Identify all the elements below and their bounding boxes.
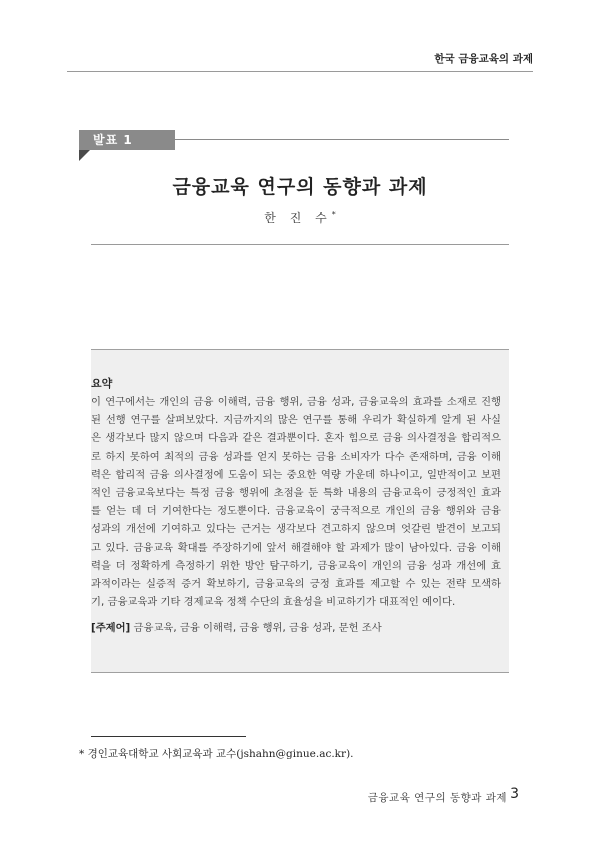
abstract-heading: 요약 xyxy=(91,377,113,390)
abstract-line: 기, 금융교육과 기타 경제교육 정책 수단의 효율성을 비교하기가 대표적인 예이다. xyxy=(91,596,456,609)
abstract-line: 성과의 개선에 기여하고 있다는 근거는 생각보다 견고하지 않으며 엇갈린 발견이 보고되 xyxy=(91,523,501,536)
title-rule xyxy=(91,244,509,245)
header-running-title: 한국 금융교육의 과제 xyxy=(434,53,533,65)
footnote: * 경인교육대학교 사회교육과 교수(jshahn@ginue.ac.kr). xyxy=(79,748,354,760)
keywords-line xyxy=(91,619,505,637)
abstract-line: 력을 더 정확하게 측정하기 위한 방안 탐구하기, 금융교육이 개인의 금융 성과 개선에 효 xyxy=(91,559,501,572)
footnote-rule xyxy=(91,736,246,737)
keywords-text: 금융교육, 금융 이해력, 금융 행위, 금융 성과, 문헌 조사 xyxy=(133,622,382,635)
page-number: 3 xyxy=(510,786,519,802)
footer-running-title: 금융교육 연구의 동향과 과제 xyxy=(367,792,507,804)
presentation-tag-rule xyxy=(175,139,509,140)
abstract-line: 은 생각보다 많지 않으며 다음과 같은 결과뿐이다. 혼자 힘으로 금융 의사결정을 합리적으 xyxy=(91,432,501,445)
abstract-line: 된 선행 연구를 살펴보았다. 지금까지의 많은 연구를 통해 우리가 확실하게 알게 된 사실 xyxy=(91,414,501,427)
abstract-line: 이 연구에서는 개인의 금융 이해력, 금융 행위, 금융 성과, 금융교육의 효과를 소재로 진행 xyxy=(91,396,501,408)
abstract-line: 력은 합리적 금융 의사결정에 도움이 되는 중요한 역량 가운데 하나이고, 일반적이고 보편 xyxy=(91,468,501,481)
keywords-label: [주제어] xyxy=(91,622,131,635)
abstract-box xyxy=(91,349,509,673)
paper-title: 금융교육 연구의 동향과 과제 xyxy=(172,176,428,198)
presentation-tag-corner xyxy=(79,150,90,161)
abstract-line: 적인 금융교육보다는 특정 금융 행위에 초점을 둔 특화 내용의 금융교육이 긍정적인 효과 xyxy=(91,487,501,500)
header-rule xyxy=(67,71,533,72)
abstract-line: 를 얻는 데 더 기여한다는 정도뿐이다. 금융교육이 궁극적으로 개인의 금융 행위와 금융 xyxy=(91,505,501,518)
author-line xyxy=(0,209,600,226)
abstract-line: 고 있다. 금융교육 확대를 주장하기에 앞서 해결해야 할 과제가 많이 남아있다. 금융 이해 xyxy=(91,541,501,554)
author-name: 한 진 수 xyxy=(264,211,332,225)
abstract-line: 과적이라는 실증적 증거 확보하기, 금융교육의 긍정 효과를 제고할 수 있는 전략 모색하 xyxy=(91,578,501,591)
presentation-tag: 발표 1 xyxy=(79,130,175,150)
abstract-line: 로 하지 못하여 최적의 금융 성과를 얻지 못하는 금융 소비자가 다수 존재하며, 금융 이해 xyxy=(91,450,501,463)
author-footnote-mark: * xyxy=(331,210,336,219)
abstract-body xyxy=(91,393,505,611)
